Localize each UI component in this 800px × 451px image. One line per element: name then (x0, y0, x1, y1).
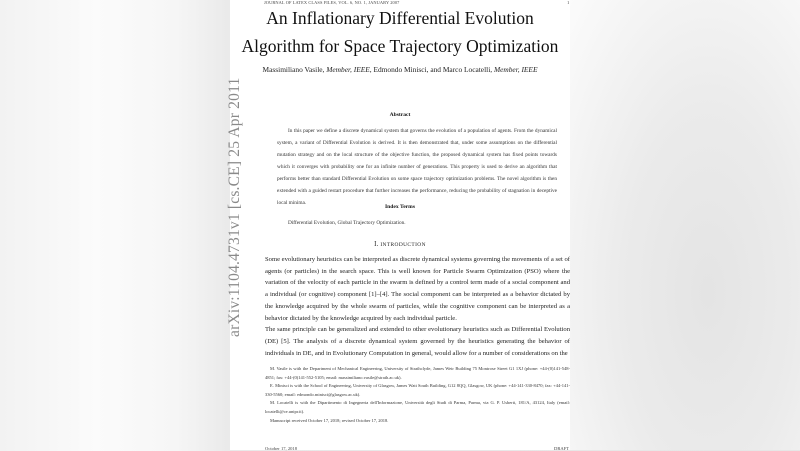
footnotes (265, 365, 570, 425)
footnote-manuscript: Manuscript received October 17, 2018; revised October 17, 2018. (270, 417, 389, 423)
footnote-minisci: E. Minisci is with the School of Engineering, University of Glasgow, James Watt South Building, G12 8QQ, Glasgow, UK (phone: +44-141-330-8470; fax: +44-141-330-5560; email: edmondo.minisci@glasgow.ac.uk). (265, 383, 570, 397)
abstract-body: In this paper we define a discrete dynamical system that governs the evolution of a population of agents. From the dynamical system, a variant of Differential Evolution is derived. It is then demonstrated that, under some assumptions on the differential mutation strategy and on the local structure of the objective function, the proposed dynamical system has fixed points towards which it converges with probability one for an infinite number of generations. This property is used to derive an algorithm that performs better than standard Differential Evolution on some space trajectory optimization problems. The novel algorithm is then extended with a guided restart procedure that further increases the performance, reducing the probability of stagnation in deceptive local minima. (277, 128, 557, 206)
footnote-vasile: M. Vasile is with the Department of Mechanical Engineering, University of Strathclyde, James Weir Building 75 Montrose Street G1 1XJ (phone: +44-(0)141-548-4851; fax: +44-(0)141-552-5105; email: massimiliano.vasile@strath.ac.uk). (265, 366, 570, 380)
footer-draft: DRAFT (554, 446, 570, 451)
abstract-heading: Abstract (389, 112, 411, 118)
intro-paragraph-2: The same principle can be generalized and extended to other evolutionary heuristics such as Differential Evolution (DE) [5]. The analysis of a discrete dynamical system governed by the heuristics generating the behavior of individuals in DE, and in Evolutionary Computation in general, would allow for a number of considerations on the (265, 326, 570, 357)
footnote-locatelli: M. Locatelli is with the Dipartimento di Ingegneria dell'Informazione, Università degli Studi di Parma, Parma, via G. P. Usberti, 181/A, 43124, Italy (email: locatelli@ce.unipr.it). (265, 400, 570, 414)
introduction-body (265, 254, 570, 359)
section-heading-introduction (230, 241, 570, 248)
author-3-membership: Member, IEEE (493, 65, 538, 74)
author-1-membership: Member, IEEE (326, 65, 370, 74)
viewer-background-right (570, 0, 800, 450)
section-title: INTRODUCTION (380, 242, 426, 248)
author-line (230, 65, 570, 74)
author-2-3: , Edmondo Minisci, and Marco Locatelli, (369, 65, 494, 74)
index-terms-heading: Index Terms (385, 204, 415, 210)
index-terms-text: Differential Evolution, Global Trajectory Optimization. (288, 220, 406, 226)
page-number: 1 (567, 0, 570, 5)
paper-title-line-2: Algorithm for Space Trajectory Optimization (241, 36, 559, 56)
paper-title-line-1: An Inflationary Differential Evolution (266, 8, 534, 28)
section-number: I. (374, 241, 381, 248)
running-head: JOURNAL OF LATEX CLASS FILES, VOL. 6, NO. 1, JANUARY 2007 (264, 0, 400, 5)
arxiv-stamp: arXiv:1104.4731v1 [cs.CE] 25 Apr 2011 (226, 77, 243, 337)
author-1: Massimiliano Vasile, (262, 65, 327, 74)
footer-date: October 17, 2018 (265, 446, 298, 451)
intro-paragraph-1: Some evolutionary heuristics can be interpreted as discrete dynamical systems governing the movements of a set of agents (or particles) in the search space. This is well known for Particle Swarm Optimization (PSO) where the variation of the velocity of each particle in the swarm is defined by a control term made of a social component and a individual (or cognitive) component [1]–[4]. The social component can be interpreted as a behavior dictated by the knowledge acquired by the whole swarm of particles, while the cognitive component can be interpreted as a behavior dictated by the knowledge acquired by each individual particle. (265, 256, 570, 322)
abstract-text (277, 125, 557, 209)
